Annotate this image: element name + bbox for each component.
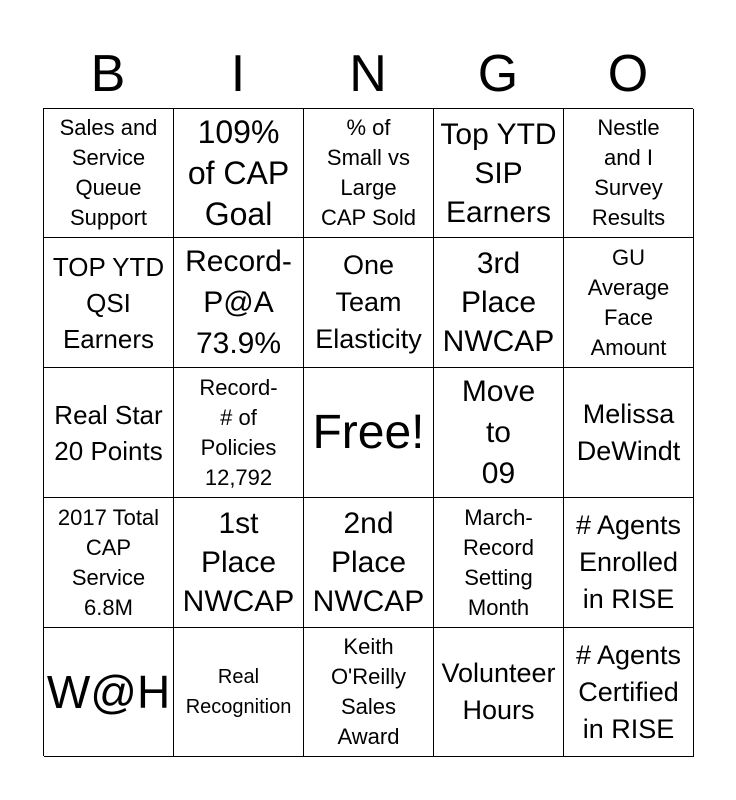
bingo-cell[interactable]: One Team Elasticity — [304, 238, 434, 368]
bingo-cell[interactable]: 3rd Place NWCAP — [434, 238, 564, 368]
bingo-cell[interactable]: Nestle and I Survey Results — [564, 109, 694, 238]
free-space-cell[interactable]: Free! — [304, 368, 434, 498]
header-letter-g: G — [477, 45, 519, 103]
bingo-board — [43, 108, 693, 756]
bingo-cell[interactable]: Real Star 20 Points — [44, 368, 174, 498]
bingo-cell[interactable]: Melissa DeWindt — [564, 368, 694, 498]
bingo-cell[interactable]: 2017 Total CAP Service 6.8M — [44, 498, 174, 628]
bingo-cell[interactable]: 2nd Place NWCAP — [304, 498, 434, 628]
bingo-cell[interactable]: % of Small vs Large CAP Sold — [304, 109, 434, 238]
bingo-cell[interactable]: GU Average Face Amount — [564, 238, 694, 368]
bingo-cell[interactable]: TOP YTD QSI Earners — [44, 238, 174, 368]
bingo-cell[interactable]: March- Record Setting Month — [434, 498, 564, 628]
bingo-cell[interactable]: Record- # of Policies 12,792 — [174, 368, 304, 498]
bingo-cell[interactable]: Move to 09 — [434, 368, 564, 498]
bingo-cell[interactable]: Volunteer Hours — [434, 628, 564, 757]
bingo-cell[interactable]: 109% of CAP Goal — [174, 109, 304, 238]
bingo-cell[interactable]: W@H — [44, 628, 174, 757]
bingo-cell[interactable]: Record- P@A 73.9% — [174, 238, 304, 368]
bingo-header — [43, 40, 693, 108]
bingo-cell[interactable]: Keith O'Reilly Sales Award — [304, 628, 434, 757]
header-letter-o: O — [607, 45, 649, 103]
bingo-cell[interactable]: Sales and Service Queue Support — [44, 109, 174, 238]
bingo-cell[interactable]: # Agents Enrolled in RISE — [564, 498, 694, 628]
bingo-cell[interactable]: Real Recognition — [174, 628, 304, 757]
header-letter-i: I — [230, 45, 246, 103]
bingo-cell[interactable]: 1st Place NWCAP — [174, 498, 304, 628]
header-letter-b: B — [90, 45, 126, 103]
header-letter-n: N — [349, 45, 387, 103]
bingo-cell[interactable]: # Agents Certified in RISE — [564, 628, 694, 757]
bingo-cell[interactable]: Top YTD SIP Earners — [434, 109, 564, 238]
